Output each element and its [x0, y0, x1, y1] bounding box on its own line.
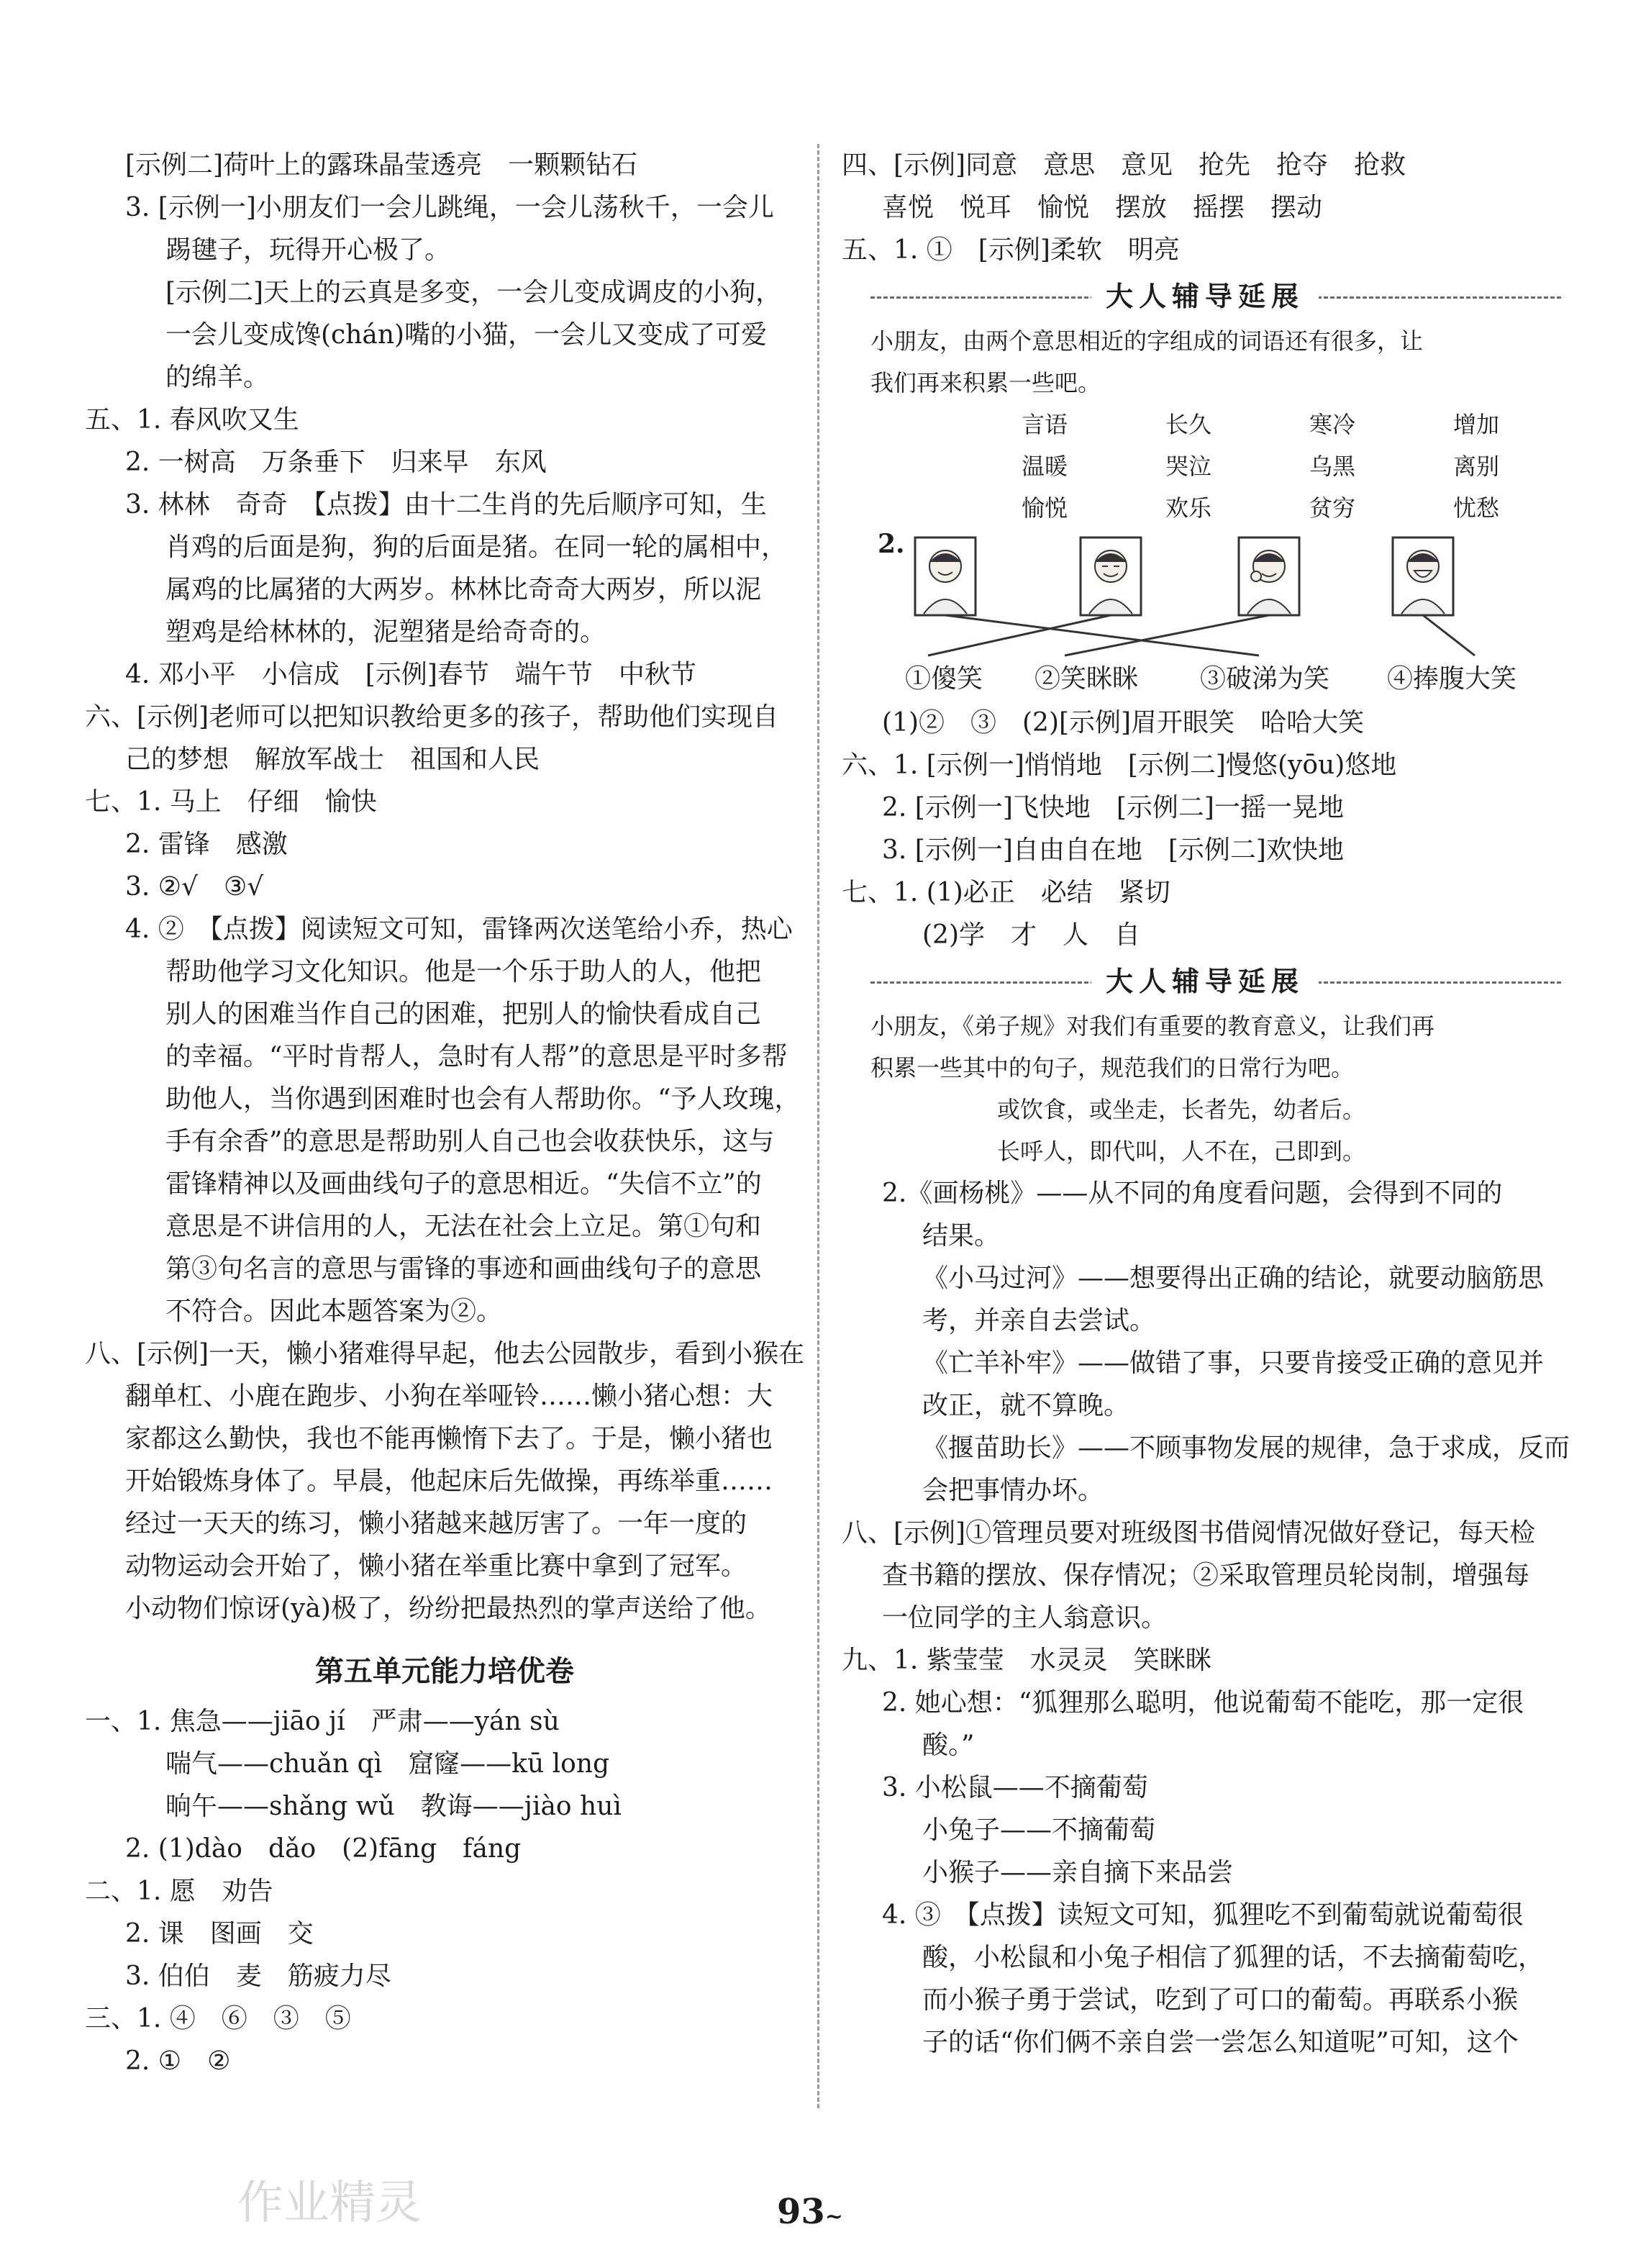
answer-line: 3. 小松鼠——不摘葡萄	[882, 1773, 1148, 1802]
word-grid	[870, 404, 1568, 529]
watermark: 作业精灵	[237, 2177, 422, 2230]
answer-line: 2. ① ②	[125, 2046, 231, 2076]
answer-line: 助他人，当你遇到困难时也会有人帮助你。“予人玫瑰，	[165, 1084, 801, 1114]
answer-line: 晌午——shǎng wǔ 教诲——jiào huì	[165, 1792, 622, 1821]
answer-line: 五、1. 春风吹又生	[85, 405, 299, 435]
answer-line: [示例二]天上的云真是多变，一会儿变成调皮的小狗，	[165, 278, 782, 307]
answer-line: 动物运动会开始了，懒小猪在举重比赛中拿到了冠军。	[125, 1551, 747, 1581]
word-row	[1022, 445, 1568, 487]
answer-line: (2)学 才 人 自	[922, 920, 1140, 950]
word: 忧愁	[1453, 494, 1500, 522]
face-label: ③破涕为笑	[1200, 664, 1330, 694]
answer-line: 八、[示例]①管理员要对班级图书借阅情况做好登记，每天检	[842, 1518, 1536, 1548]
answer-line: 八、[示例]一天，懒小猪难得早起，他去公园散步，看到小猴在	[85, 1339, 805, 1369]
word: 增加	[1453, 411, 1500, 438]
answer-line: 意思是不讲信用的人，无法在社会上立足。第①句和	[165, 1212, 762, 1241]
word: 寒冷	[1309, 411, 1356, 438]
answer-line: 属鸡的比属猪的大两岁。林林比奇奇大两岁，所以泥	[165, 575, 762, 604]
answer-line: 子的话“你们俩不亲自尝一尝怎么知道呢”可知，这个	[922, 2028, 1519, 2057]
answer-line: 2. (1)dào dǎo (2)fāng fáng	[125, 1834, 522, 1864]
answer-line: 四、[示例]同意 意思 意见 抢先 抢夺 抢救	[842, 150, 1406, 180]
word: 愉悦	[1022, 494, 1068, 522]
answer-line: 一、1. 焦急——jiāo jí 严肃——yán sù	[85, 1707, 560, 1736]
word: 贫穷	[1309, 494, 1356, 522]
answer-line: 4. 邓小平 小信成 [示例]春节 端午节 中秋节	[125, 660, 696, 689]
answer-line: (1)② ③ (2)[示例]眉开眼笑 哈哈大笑	[882, 708, 1365, 738]
answer-line: 2. 一树高 万条垂下 归来早 东风	[125, 448, 547, 477]
word-row	[1022, 404, 1568, 445]
answer-line: 帮助他学习文化知识。他是一个乐于助人的人，他把	[165, 957, 762, 986]
answer-line: 五、1. ① [示例]柔软 明亮	[842, 235, 1180, 265]
answer-line: 七、1. 马上 仔细 愉快	[85, 787, 377, 817]
word: 温暖	[1022, 453, 1068, 480]
answer-line: 小兔子——不摘葡萄	[922, 1815, 1156, 1845]
column-divider	[817, 144, 819, 2108]
answer-line: 别人的困难当作自己的困难，把别人的愉快看成自己	[165, 999, 762, 1029]
face-1-icon	[915, 537, 976, 615]
answer-line: 3. ②√ ③√	[125, 872, 264, 902]
answer-line: 3. [示例一]小朋友们一会儿跳绳，一会儿荡秋千，一会儿	[125, 193, 774, 222]
answer-line: 开始锻炼身体了。早晨，他起床后先做操，再练举重……	[125, 1466, 773, 1496]
extension-banner	[842, 961, 1568, 1002]
answer-line: 小动物们惊讶(yà)极了，纷纷把最热烈的掌声送给了他。	[125, 1594, 771, 1623]
answer-line: 2. 雷锋 感激	[125, 830, 288, 859]
answer-line: 一会儿变成馋(chán)嘴的小猫，一会儿又变成了可爱	[165, 320, 768, 350]
extension-banner	[842, 276, 1568, 317]
extension-text: 我们再来积累一些吧。	[870, 369, 1101, 396]
quote-line: 长呼人，即代叫，人不在，己即到。	[997, 1138, 1366, 1165]
answer-line: 考，并亲自去尝试。	[922, 1306, 1156, 1335]
word: 长久	[1165, 411, 1212, 438]
answer-line: 2. 课 图画 交	[125, 1919, 314, 1949]
answer-line: 经过一天天的练习，懒小猪越来越厉害了。一年一度的	[125, 1509, 747, 1538]
answer-line: 九、1. 紫莹莹 水灵灵 笑眯眯	[842, 1646, 1211, 1675]
answer-line: 不符合。因此本题答案为②。	[165, 1297, 503, 1326]
answer-line: 七、1. (1)必正 必结 紧切	[842, 878, 1170, 907]
answer-line: 翻单杠、小鹿在跑步、小狗在举哑铃……懒小猪心想：大	[125, 1382, 773, 1411]
matching-lines	[928, 615, 1475, 656]
answer-line: [示例二]荷叶上的露珠晶莹透亮 一颗颗钻石	[125, 150, 638, 180]
banner-title: 大人辅导延展	[1091, 276, 1319, 317]
face-label: ④捧腹大笑	[1387, 664, 1517, 694]
answer-line: 六、[示例]老师可以把知识教给更多的孩子，帮助他们实现自	[85, 702, 779, 732]
answer-line: 《亡羊补牢》——做错了事，只要肯接受正确的意见并	[922, 1348, 1545, 1378]
face-2-icon	[1081, 537, 1141, 615]
section-title: 第五单元能力培优卷	[315, 1655, 574, 1688]
answer-line: 肖鸡的后面是狗，狗的后面是猪。在同一轮的属相中，	[165, 532, 788, 562]
answer-line: 小猴子——亲自摘下来品尝	[922, 1858, 1234, 1887]
question-number: 2.	[878, 529, 905, 559]
answer-line: 塑鸡是给林林的，泥塑猪是给奇奇的。	[165, 617, 606, 647]
answer-line: 3. 林林 奇奇 【点拨】由十二生肖的先后顺序可知，生	[125, 490, 767, 520]
quote-line: 或饮食，或坐走，长者先，幼者后。	[997, 1096, 1366, 1123]
face-images	[842, 529, 1561, 658]
answer-line: 结果。	[922, 1221, 1001, 1251]
extension-box-quotes	[842, 1005, 1568, 1172]
banner-title: 大人辅导延展	[1091, 961, 1319, 1002]
extension-text: 积累一些其中的句子，规范我们的日常行为吧。	[870, 1054, 1355, 1081]
page-number-text: 93	[777, 2192, 825, 2232]
answer-line: 2.《画杨桃》——从不同的角度看问题，会得到不同的	[882, 1179, 1503, 1208]
extension-text: 小朋友，由两个意思相近的字组成的词语还有很多，让	[870, 327, 1424, 355]
extension-box-words	[842, 320, 1568, 529]
answer-line: 2. 她心想：“狐狸那么聪明，他说葡萄不能吃，那一定很	[882, 1688, 1524, 1718]
answer-line: 手有余香”的意思是帮助别人自己也会收获快乐，这与	[165, 1127, 775, 1156]
answer-line: 3. 伯伯 麦 筋疲力尽	[125, 1961, 391, 1991]
answer-line: 雷锋精神以及画曲线句子的意思相近。“失信不立”的	[165, 1169, 762, 1199]
face-3-icon	[1239, 537, 1299, 615]
word: 乌黑	[1309, 453, 1356, 480]
left-column	[85, 144, 804, 2082]
answer-line: 4. ③ 【点拨】读短文可知，狐狸吃不到葡萄就说葡萄很	[882, 1900, 1524, 1930]
answer-line: 会把事情办坏。	[922, 1476, 1104, 1505]
answer-line: 六、1. [示例一]悄悄地 [示例二]慢悠(yōu)悠地	[842, 750, 1397, 780]
answer-line: 二、1. 愿 劝告	[85, 1877, 273, 1906]
answer-line: 三、1. ④ ⑥ ③ ⑤	[85, 2004, 351, 2033]
answer-line: 《小马过河》——想要得出正确的结论，就要动脑筋思	[922, 1264, 1545, 1293]
answer-line: 而小猴子勇于尝试，吃到了可口的葡萄。再联系小猴	[922, 1985, 1519, 2015]
answer-line: 一位同学的主人翁意识。	[882, 1603, 1168, 1633]
answer-line: 酸。”	[922, 1731, 975, 1760]
word: 言语	[1022, 411, 1068, 438]
page-number	[777, 2192, 843, 2232]
answer-line: 《揠苗助长》——不顾事物发展的规律，急于求成，反而	[922, 1433, 1570, 1463]
face-label: ①傻笑	[905, 664, 983, 694]
answer-line: 2. [示例一]飞快地 [示例二]一摇一晃地	[882, 793, 1344, 822]
face-label: ②笑眯眯	[1034, 664, 1139, 694]
answer-line: 踢毽子，玩得开心极了。	[165, 235, 451, 265]
answer-line: 己的梦想 解放军战士 祖国和人民	[125, 745, 540, 774]
answer-line: 4. ② 【点拨】阅读短文可知，雷锋两次送笔给小乔，热心	[125, 915, 793, 944]
extension-text: 小朋友，《弟子规》对我们有重要的教育意义，让我们再	[870, 1012, 1435, 1040]
answer-line: 查书籍的摆放、保存情况；②采取管理员轮岗制，增强每	[882, 1561, 1530, 1590]
word: 离别	[1453, 453, 1500, 480]
answer-line: 喘气——chuǎn qì 窟窿——kū long	[165, 1749, 610, 1779]
answer-line: 的绵羊。	[165, 363, 270, 392]
answer-line: 3. [示例一]自由自在地 [示例二]欢快地	[882, 835, 1344, 865]
answer-line: 喜悦 悦耳 愉悦 摆放 摇摆 摆动	[882, 193, 1323, 222]
answer-line: 改正，就不算晚。	[922, 1391, 1130, 1420]
word-row	[1022, 487, 1568, 529]
word: 欢乐	[1165, 494, 1212, 522]
tilde-ornament: ~	[824, 2204, 843, 2229]
answer-line: 酸，小松鼠和小兔子相信了狐狸的话，不去摘葡萄吃，	[922, 1943, 1545, 1972]
face-matching-exercise	[842, 529, 1568, 702]
answer-line: 第③句名言的意思与雷锋的事迹和画曲线句子的意思	[165, 1254, 762, 1284]
word: 哭泣	[1165, 453, 1212, 480]
right-column	[842, 144, 1568, 2064]
answer-line: 家都这么勤快，我也不能再懒惰下去了。于是，懒小猪也	[125, 1424, 773, 1453]
answer-line: 的幸福。“平时肯帮人，急时有人帮”的意思是平时多帮	[165, 1042, 788, 1071]
face-4-icon	[1393, 537, 1453, 615]
